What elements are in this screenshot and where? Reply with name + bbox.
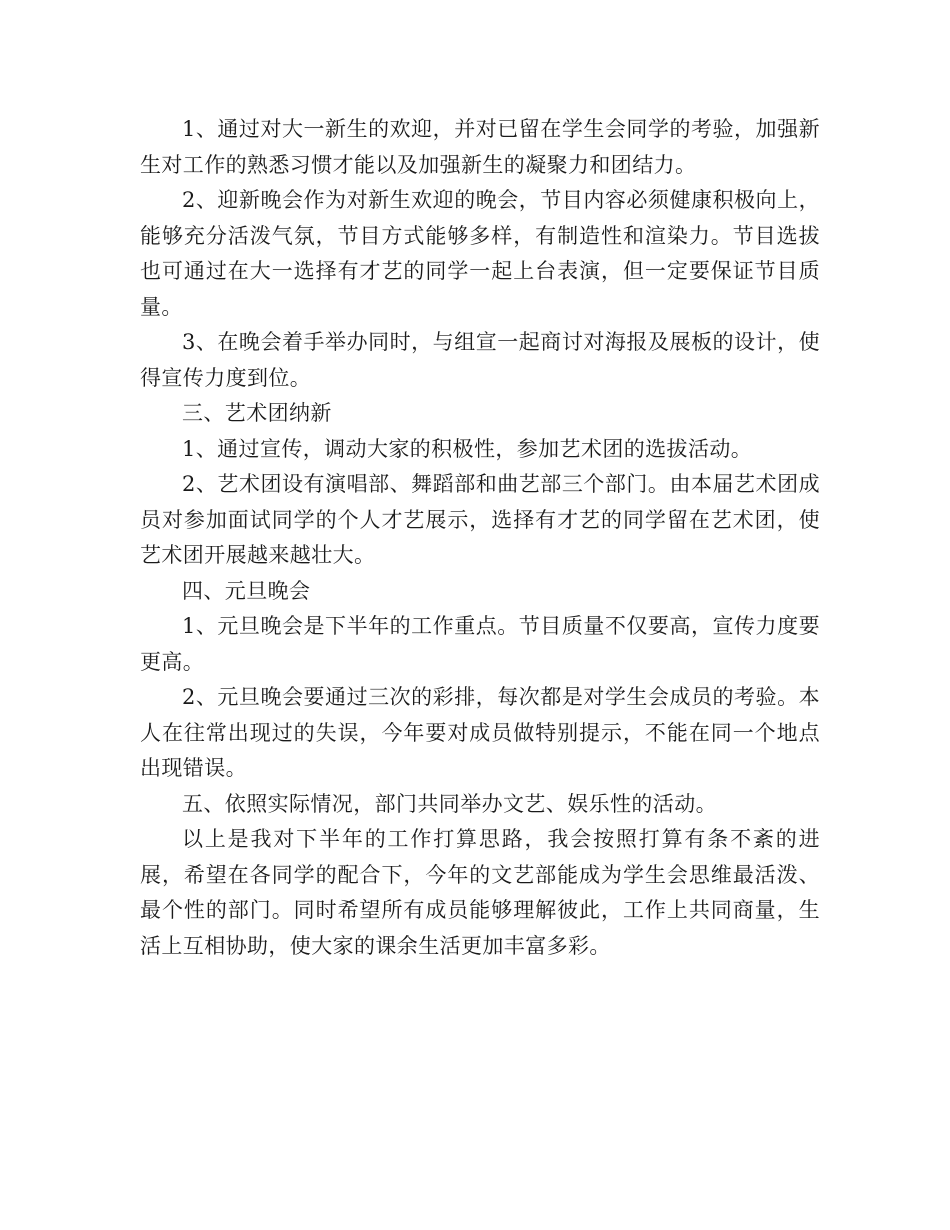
- paragraph-1: 1、通过对大一新生的欢迎，并对已留在学生会同学的考验，加强新生对工作的熟悉习惯才能以及加强新生的凝聚力和团结力。: [140, 117, 820, 177]
- section-heading-joint-activities: 五、依照实际情况，部门共同举办文艺、娱乐性的活动。: [182, 791, 717, 816]
- paragraph-7: 2、元旦晚会要通过三次的彩排，每次都是对学生会成员的考验。本人在往常出现过的失误，今年要对成员做特别提示，不能在同一个地点出现错误。: [140, 685, 820, 780]
- document-body: [140, 112, 820, 964]
- paragraph-3: 3、在晚会着手举办同时，与组宣一起商讨对海报及展板的设计，使得宣传力度到位。: [140, 330, 820, 390]
- section-heading-new-year-gala: 四、元旦晚会: [182, 578, 311, 603]
- closing-paragraph: 以上是我对下半年的工作打算思路，我会按照打算有条不紊的进展，希望在各同学的配合下，今年的文艺部能成为学生会思维最活泼、最个性的部门。同时希望所有成员能够理解彼此，工作上共同商量，生活上互相协助，使大家的课余生活更加丰富多彩。: [140, 827, 820, 958]
- paragraph-2: 2、迎新晚会作为对新生欢迎的晚会，节目内容必须健康积极向上，能够充分活泼气氛，节目方式能够多样，有制造性和渲染力。节目选拔也可通过在大一选择有才艺的同学一起上台表演，但一定要保证节目质量。: [140, 188, 820, 319]
- paragraph-6: 1、元旦晚会是下半年的工作重点。节目质量不仅要高，宣传力度要更高。: [140, 614, 820, 674]
- section-heading-art-troupe: 三、艺术团纳新: [182, 401, 332, 425]
- paragraph-4: 1、通过宣传，调动大家的积极性，参加艺术团的选拔活动。: [182, 436, 753, 461]
- paragraph-5: 2、艺术团设有演唱部、舞蹈部和曲艺部三个部门。由本届艺术团成员对参加面试同学的个人才艺展示，选择有才艺的同学留在艺术团，使艺术团开展越来越壮大。: [140, 472, 820, 567]
